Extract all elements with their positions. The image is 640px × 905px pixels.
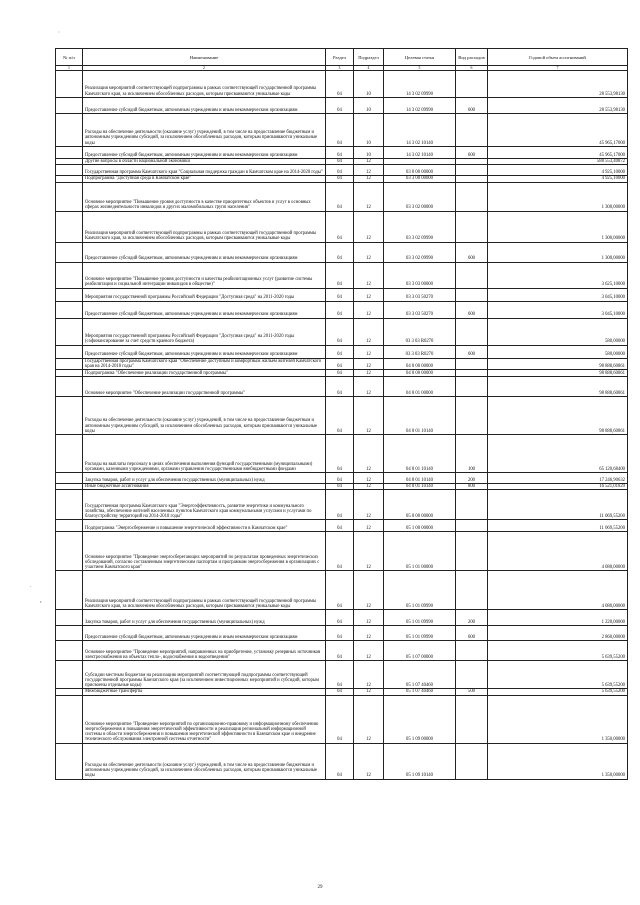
cell-subsection: 12 [354,211,384,242]
cell-amount: 1 220,00000 [488,610,628,626]
table-row [56,165,628,176]
cell-number [56,165,83,176]
cell-subsection: 12 [354,345,384,358]
cell-name: Реализация мероприятий соответствующей подпрограммы в рамках соответствующей государственной программы Камчатского края, за исключением обособленных расходов, которым присваиваются уникальные коды [83,211,326,242]
cell-number [56,377,83,397]
cell-number [56,358,83,370]
cell-subsection: 12 [354,370,384,377]
table-row [56,695,628,743]
cell-name: Предоставление субсидий бюджетным, автономным учреждениям и иным некоммерческим организациям [83,98,326,114]
cell-amount: 17 246,90632 [488,473,628,484]
table-row [56,641,628,661]
cell-target-article: 14 3 02 10140 [384,147,456,159]
cell-expense-type: 600 [456,301,488,318]
cell-expense-type: 600 [456,242,488,262]
table-row [56,242,628,262]
cell-amount: 11 069,55200 [488,520,628,532]
cell-number [56,397,83,435]
cell-target-article: 05 1 07 00000 [384,641,456,661]
table-row [56,114,628,147]
cell-subsection: 12 [354,318,384,345]
cell-number [56,182,83,211]
cell-name: Государственная программа Камчатского края "Обеспечение доступным и комфортным жильем жителей Камчатского края на 2014-2018 годы" [83,358,326,370]
cell-name: Подпрограмма "Энергосбережение и повышение энергетической эффективности в Камчатском крае" [83,520,326,532]
cell-section: 04 [326,114,354,147]
cell-section: 04 [326,484,354,490]
cell-section: 04 [326,71,354,98]
table-row [56,301,628,318]
cell-number [56,345,83,358]
table-row [56,262,628,288]
cell-expense-type: 600 [456,626,488,641]
cell-expense-type: 200 [456,473,488,484]
cell-name: Другие вопросы в области национальной экономики [83,159,326,165]
table-row [56,370,628,377]
table-body [56,71,628,780]
cell-amount: 98 888,60861 [488,370,628,377]
cell-subsection: 12 [354,242,384,262]
scan-mark: ˈ [58,32,60,38]
cell-target-article: 05 1 09 10140 [384,743,456,779]
cell-target-article: 04 8 01 10140 [384,397,456,435]
cell-amount: 98 888,60861 [488,358,628,370]
cell-expense-type [456,165,488,176]
cell-section: 04 [326,520,354,532]
cell-section: 04 [326,301,354,318]
cell-target-article: 05 1 07 40460 [384,689,456,695]
cell-amount: 2 860,00000 [488,626,628,641]
cell-expense-type [456,571,488,610]
page-number: 29 [317,885,323,890]
cell-amount: 588 553,40872 [488,159,628,165]
cell-subsection: 12 [354,641,384,661]
cell-target-article: 03 3 02 09990 [384,211,456,242]
cell-number [56,242,83,262]
cell-target-article: 14 3 02 09990 [384,98,456,114]
cell-amount: 45 965,17000 [488,147,628,159]
cell-name: Иные бюджетные ассигнования [83,484,326,490]
cell-number [56,435,83,473]
cell-section: 04 [326,358,354,370]
cell-number [56,211,83,242]
cell-name: Расходы на обеспечение деятельности (оказание услуг) учреждений, в том числе на предоставление бюджетным и автономным учреждениям субсидий, за исключением обособленных расходов, которым присваиваются уникальные коды [83,114,326,147]
cell-target-article: 04 8 01 00000 [384,377,456,397]
cell-section: 04 [326,641,354,661]
cell-expense-type [456,661,488,689]
cell-section: 04 [326,532,354,571]
cell-amount: 16 521,01829 [488,484,628,490]
cell-amount: 1 350,00000 [488,695,628,743]
cell-amount: 1 300,00000 [488,182,628,211]
cell-expense-type [456,743,488,779]
header-annual-amount: Годовой объем ассигнований [488,49,628,66]
cell-amount: 28 553,98130 [488,98,628,114]
header-expense-type: Вид расходов [456,49,488,66]
cell-amount: 98 888,60861 [488,377,628,397]
cell-name: Реализация мероприятий соответствующей подпрограммы в рамках соответствующей государственной программы Камчатского края, за исключением обособленных расходов, которым присваиваются уникальные коды [83,71,326,98]
table-row [56,182,628,211]
cell-subsection: 12 [354,695,384,743]
cell-target-article: 03 3 03 R0270 [384,345,456,358]
cell-number [56,147,83,159]
cell-target-article: 04 8 01 10140 [384,484,456,490]
cell-section: 04 [326,626,354,641]
cell-name: Предоставление субсидий бюджетным, автономным учреждениям и иным некоммерческим организациям [83,242,326,262]
col-number: 6 [456,66,488,71]
cell-amount: 3 045,10000 [488,301,628,318]
col-number: 3 [326,66,354,71]
cell-section: 04 [326,288,354,301]
cell-name: Расходы на обеспечение деятельности (оказание услуг) учреждений, в том числе на предоставление бюджетным и автономным учреждениям субсидий, за исключением обособленных расходов, которым присваиваются уникальные коды [83,397,326,435]
cell-subsection: 12 [354,435,384,473]
cell-target-article: 04 8 00 00000 [384,370,456,377]
cell-name: Мероприятия государственной программы Российской Федерации "Доступная среда" на 2011-2020 годы [83,288,326,301]
table-row [56,626,628,641]
cell-amount: 1 350,00000 [488,743,628,779]
cell-subsection: 10 [354,147,384,159]
cell-section: 04 [326,182,354,211]
cell-expense-type [456,288,488,301]
cell-name: Основное мероприятие "Повышение уровня доступности и качества реабилитационных услуг (развитие системы реабилитации и социальной интеграции инвалидов в обществе)" [83,262,326,288]
cell-section: 04 [326,345,354,358]
table-row [56,358,628,370]
cell-amount: 4 080,00000 [488,571,628,610]
cell-expense-type [456,318,488,345]
cell-subsection: 12 [354,532,384,571]
cell-section: 04 [326,262,354,288]
cell-target-article: 03 3 00 00000 [384,176,456,182]
cell-expense-type: 600 [456,345,488,358]
cell-name: Государственная программа Камчатского края "Энергоэффективность, развитие энергетики и коммунального хозяйства, обеспечение жителей населенных пунктов Камчатского края коммунальными услугами и услугами по благоустройству территорий на 2014-2018 годы" [83,490,326,520]
cell-number [56,301,83,318]
cell-subsection: 12 [354,610,384,626]
cell-target-article: 03 3 03 50270 [384,288,456,301]
cell-number [56,695,83,743]
cell-target-article: 05 1 01 00000 [384,532,456,571]
cell-number [56,661,83,689]
cell-subsection: 12 [354,484,384,490]
cell-target-article: 05 1 07 40460 [384,661,456,689]
table-row [56,288,628,301]
cell-name: Государственная программа Камчатского края "Социальная поддержка граждан в Камчатском крае на 2014-2020 годы" [83,165,326,176]
cell-expense-type [456,114,488,147]
cell-subsection: 12 [354,301,384,318]
cell-number [56,318,83,345]
header-subsection: Подраздел [354,49,384,66]
cell-amount: 5 639,55200 [488,641,628,661]
cell-subsection: 12 [354,176,384,182]
cell-name: Предоставление субсидий бюджетным, автономным учреждениям и иным некоммерческим организациям [83,345,326,358]
cell-target-article: 14 3 02 09990 [384,71,456,98]
cell-section: 04 [326,571,354,610]
cell-section: 04 [326,370,354,377]
cell-section: 04 [326,147,354,159]
cell-expense-type [456,71,488,98]
cell-section: 04 [326,695,354,743]
cell-target-article: 03 3 03 50270 [384,301,456,318]
table-row [56,397,628,435]
cell-amount: 4 080,00000 [488,532,628,571]
cell-name: Предоставление субсидий бюджетным, автономным учреждениям и иным некоммерческим организациям [83,626,326,641]
cell-target-article: 05 0 00 00000 [384,490,456,520]
cell-section: 04 [326,473,354,484]
table-row [56,71,628,98]
cell-subsection: 12 [354,377,384,397]
cell-section: 04 [326,689,354,695]
cell-name: Субсидии местным бюджетам на реализацию мероприятий соответствующей подпрограммы соответствующей государственной программы Камчатского края (за исключением инвестиционных мероприятий и субсидий, которым присвоены отдельные коды) [83,661,326,689]
cell-subsection: 12 [354,520,384,532]
cell-name: Подпрограмма "Обеспечение реализации государственной программы" [83,370,326,377]
cell-number [56,490,83,520]
cell-amount: 5 639,55200 [488,689,628,695]
table-row [56,661,628,689]
cell-expense-type: 800 [456,484,488,490]
cell-target-article: 04 0 00 00000 [384,358,456,370]
cell-number [56,71,83,98]
cell-subsection: 12 [354,182,384,211]
cell-amount: 580,00000 [488,318,628,345]
col-number: 2 [83,66,326,71]
cell-number [56,532,83,571]
cell-expense-type [456,262,488,288]
cell-section: 04 [326,610,354,626]
cell-name: Расходы на обеспечение деятельности (оказание услуг) учреждений, в том числе на предоставление бюджетным и автономным учреждениям субсидий, за исключением обособленных расходов, которым присваиваются уникальные коды [83,743,326,779]
col-number: 4 [354,66,384,71]
cell-subsection: 12 [354,571,384,610]
cell-name: Основное мероприятие "Проведение энергосберегающих мероприятий по результатам проведенных энергетических обследований, согласно составленным энергетическим паспортам и программам энергосбережения в организациях с участием Камчатского края" [83,532,326,571]
cell-section: 04 [326,165,354,176]
cell-subsection: 10 [354,114,384,147]
cell-section: 04 [326,98,354,114]
cell-amount: 45 965,17000 [488,114,628,147]
cell-section: 04 [326,490,354,520]
cell-number [56,641,83,661]
cell-amount: 3 045,10000 [488,288,628,301]
table-row [56,520,628,532]
cell-subsection: 12 [354,689,384,695]
cell-amount: 11 069,55200 [488,490,628,520]
cell-amount: 3 625,10000 [488,262,628,288]
cell-subsection: 10 [354,98,384,114]
cell-target-article: 04 8 01 10140 [384,435,456,473]
header-name: Наименование [83,49,326,66]
cell-amount: 65 120,68400 [488,435,628,473]
cell-expense-type [456,182,488,211]
cell-number [56,626,83,641]
cell-number [56,98,83,114]
cell-name: Предоставление субсидий бюджетным, автономным учреждениям и иным некоммерческим организациям [83,301,326,318]
cell-subsection: 12 [354,473,384,484]
cell-expense-type [456,641,488,661]
table-row [56,743,628,779]
cell-name: Основное мероприятие "Обеспечение реализации государственной программы" [83,377,326,397]
cell-name: Межбюджетные трансферты [83,689,326,695]
table-row [56,571,628,610]
cell-section: 04 [326,159,354,165]
cell-number [56,262,83,288]
cell-amount: 5 639,55200 [488,661,628,689]
cell-section: 04 [326,743,354,779]
cell-amount: 28 553,98130 [488,71,628,98]
cell-section: 04 [326,435,354,473]
cell-name: Закупка товаров, работ и услуг для обеспечения государственных (муниципальных) нужд [83,610,326,626]
cell-amount: 1 300,00000 [488,211,628,242]
cell-target-article: 05 1 01 09990 [384,626,456,641]
table-row [56,377,628,397]
scan-mark: · [30,585,32,590]
cell-target-article: 03 3 03 R0270 [384,318,456,345]
table-row [56,435,628,473]
cell-number [56,288,83,301]
cell-expense-type [456,370,488,377]
cell-expense-type [456,532,488,571]
cell-number [56,473,83,484]
cell-expense-type [456,211,488,242]
col-number: 1 [56,66,83,71]
cell-target-article: 03 3 03 00000 [384,262,456,288]
cell-target-article: 05 1 01 09990 [384,571,456,610]
cell-name: Реализация мероприятий соответствующей подпрограммы в рамках соответствующей государственной программы Камчатского края, за исключением обособленных расходов, которым присваиваются уникальные коды [83,571,326,610]
cell-expense-type: 600 [456,147,488,159]
cell-number [56,370,83,377]
cell-subsection: 10 [354,71,384,98]
cell-subsection: 12 [354,288,384,301]
cell-subsection: 12 [354,397,384,435]
table-row [56,211,628,242]
cell-name: Мероприятия государственной программы Российской Федерации "Доступная среда" на 2011-2020 годы (софинансирование за счет средств краевого бюджета) [83,318,326,345]
cell-subsection: 12 [354,490,384,520]
cell-number [56,114,83,147]
cell-name: Расходы на выплаты персоналу в целях обеспечения выполнения функций государственными (муниципальными) органами, казенными учреждениями, органами управления государственными внебюджетными фондами [83,435,326,473]
cell-expense-type [456,490,488,520]
cell-subsection: 12 [354,159,384,165]
header-section: Раздел [326,49,354,66]
cell-name: Подпрограмма "Доступная среда в Камчатском крае" [83,176,326,182]
cell-number [56,571,83,610]
cell-name: Основное мероприятие "Проведение мероприятий по организационно-правовому и информационному обеспечению энергосбережения и повышения энергетической эффективности и реализация региональной информационной системы в области энергосбережения и повышения энергетической эффективности в Камчатском крае и внедрение технического обслуживания электронной системы отчетности" [83,695,326,743]
table-row [56,318,628,345]
cell-expense-type: 100 [456,435,488,473]
cell-expense-type [456,358,488,370]
table-row [56,610,628,626]
cell-name: Основное мероприятие "Повышение уровня доступности в качестве приоритетных объектов и услуг в основных сферах жизнедеятельности инвалидов и других маломобильных групп населения" [83,182,326,211]
table-row [56,147,628,159]
cell-subsection: 12 [354,358,384,370]
cell-section: 04 [326,397,354,435]
cell-name: Закупка товаров, работ и услуг для обеспечения государственных (муниципальных) нужд [83,473,326,484]
cell-section: 04 [326,242,354,262]
cell-subsection: 12 [354,165,384,176]
cell-section: 04 [326,377,354,397]
cell-amount: 98 888,60861 [488,397,628,435]
cell-section: 04 [326,661,354,689]
cell-name: Основное мероприятие "Проведение мероприятий, направленных на приобретение, установку резервных источников электроснабжения на объектах тепло-, водоснабжения и водоотведения" [83,641,326,661]
cell-expense-type [456,397,488,435]
cell-amount: 580,00000 [488,345,628,358]
cell-target-article: 14 3 02 10140 [384,114,456,147]
table-header-row [56,49,628,66]
scan-mark: ‹ [40,600,42,605]
cell-number [56,610,83,626]
cell-target-article: 03 0 00 00000 [384,165,456,176]
cell-amount: 1 300,00000 [488,242,628,262]
col-number: 5 [384,66,456,71]
cell-subsection: 12 [354,626,384,641]
cell-target-article: 03 3 02 09990 [384,242,456,262]
cell-section: 04 [326,176,354,182]
table-row [56,473,628,484]
cell-subsection: 12 [354,661,384,689]
cell-expense-type: 200 [456,610,488,626]
cell-amount: 4 925,10000 [488,165,628,176]
cell-target-article: 03 3 02 00000 [384,182,456,211]
cell-section: 04 [326,211,354,242]
table-row [56,98,628,114]
budget-table-container [55,48,627,780]
table-row [56,532,628,571]
budget-table [55,48,628,780]
cell-target-article: 05 1 01 09990 [384,610,456,626]
cell-subsection: 12 [354,743,384,779]
cell-expense-type: 600 [456,98,488,114]
cell-target-article: 04 8 01 10140 [384,473,456,484]
header-target-article: Целевая статья [384,49,456,66]
cell-number [56,743,83,779]
header-number: № п/п [56,49,83,66]
cell-expense-type [456,695,488,743]
table-row [56,490,628,520]
cell-number [56,520,83,532]
col-number: 7 [488,66,628,71]
cell-amount: 4 925,10000 [488,176,628,182]
cell-expense-type [456,520,488,532]
cell-expense-type [456,377,488,397]
cell-target-article: 05 1 00 00000 [384,520,456,532]
cell-subsection: 12 [354,262,384,288]
table-row [56,345,628,358]
cell-name: Предоставление субсидий бюджетным, автономным учреждениям и иным некоммерческим организациям [83,147,326,159]
cell-section: 04 [326,318,354,345]
cell-expense-type: 500 [456,689,488,695]
cell-target-article: 05 1 09 00000 [384,695,456,743]
